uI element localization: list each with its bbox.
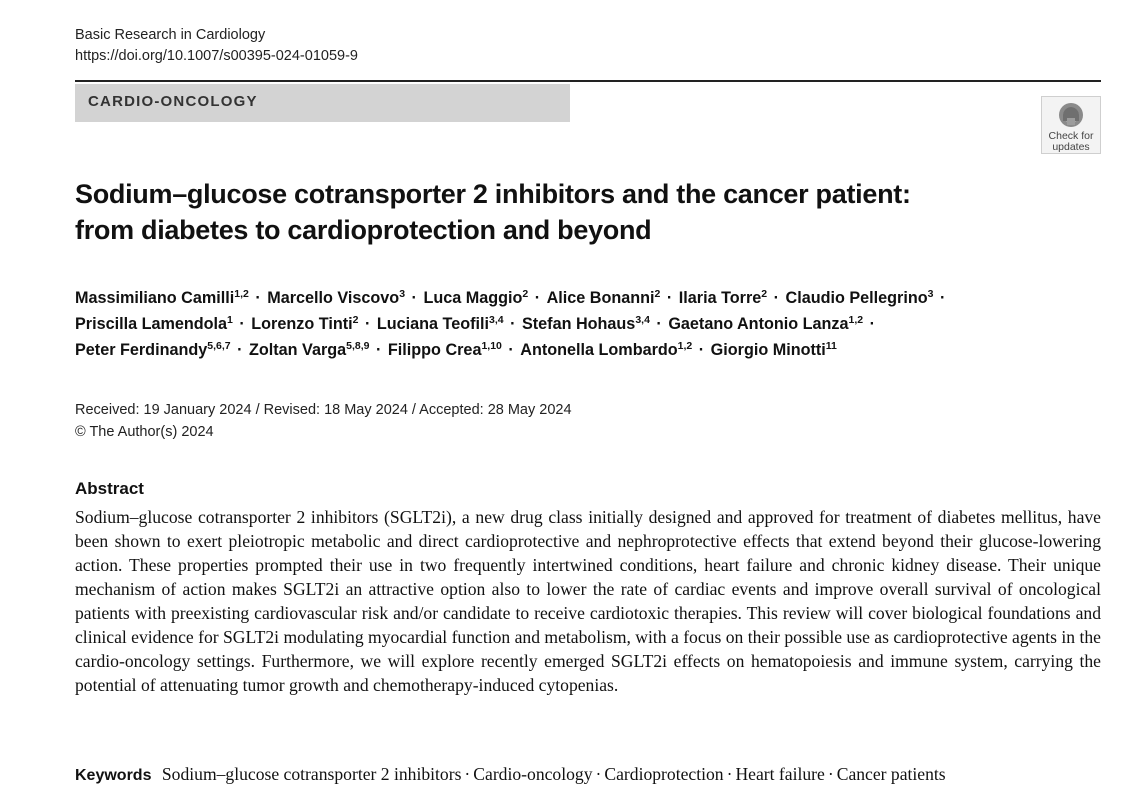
keyword-separator: · <box>464 764 471 784</box>
author-affiliation: 3,4 <box>488 314 504 326</box>
author-name[interactable]: Stefan Hohaus$^{3,4}$ <box>521 314 650 333</box>
copyright-line: © The Author(s) 2024 <box>75 424 214 440</box>
journal-header <box>75 25 358 67</box>
section-label: CARDIO-ONCOLOGY <box>75 84 570 122</box>
author-affiliation: 3 <box>399 288 406 300</box>
author-name[interactable]: Giorgio Minotti$^{11}$ <box>710 340 837 359</box>
author-separator: · <box>662 289 677 307</box>
abstract-heading: Abstract <box>75 479 144 498</box>
author-separator: · <box>694 341 709 359</box>
author-affiliation: 3 <box>927 288 934 300</box>
author-name[interactable]: Luca Maggio$^2$ <box>423 288 529 307</box>
author-affiliation: 1,2 <box>234 288 249 300</box>
author-separator: · <box>530 289 545 307</box>
author-affiliation: 2 <box>522 288 529 300</box>
author-separator: · <box>407 289 422 307</box>
author-separator: · <box>360 315 375 333</box>
author-name[interactable]: Luciana Teofili$^{3,4}$ <box>376 314 504 333</box>
author-name[interactable]: Lorenzo Tinti$^2$ <box>251 314 359 333</box>
keyword-separator: · <box>827 764 834 784</box>
keyword: Cardio-oncology <box>473 764 593 784</box>
author-affiliation: 3,4 <box>635 314 650 326</box>
keyword: Sodium–glucose cotransporter 2 inhibitors <box>161 764 462 784</box>
author-name[interactable]: Antonella Lombardo$^{1,2}$ <box>520 340 693 359</box>
author-affiliation: 2 <box>352 314 359 326</box>
author-affiliation: 1,2 <box>677 340 693 352</box>
author-name[interactable]: Ilaria Torre$^2$ <box>678 288 768 307</box>
keyword: Cancer patients <box>836 764 946 784</box>
keywords-label: Keywords <box>75 767 152 784</box>
keyword-separator: · <box>726 764 733 784</box>
title-line-2: from diabetes to cardioprotection and beyond <box>75 215 652 245</box>
author-name[interactable]: Massimiliano Camilli$^{1,2}$ <box>75 288 249 307</box>
check-for-updates-icon <box>1057 101 1085 129</box>
author-name[interactable]: Claudio Pellegrino$^3$ <box>785 288 934 307</box>
author-separator: · <box>651 315 667 333</box>
author-name[interactable]: Marcello Viscovo$^3$ <box>267 288 406 307</box>
author-list <box>75 285 1105 363</box>
author-affiliation: 2 <box>654 288 661 300</box>
header-rule <box>75 80 1101 82</box>
author-separator: · <box>250 289 266 307</box>
author-separator: · <box>865 315 875 333</box>
journal-name: Basic Research in Cardiology <box>75 27 266 43</box>
author-affiliation: 1,10 <box>481 340 502 352</box>
author-separator: · <box>505 315 520 333</box>
author-separator: · <box>234 315 250 333</box>
author-affiliation: 1,2 <box>848 314 864 326</box>
author-separator: · <box>371 341 386 359</box>
keyword: Heart failure <box>735 764 825 784</box>
title-line-1: Sodium–glucose cotransporter 2 inhibitors and the cancer patient: <box>75 179 911 209</box>
history-dates: Received: 19 January 2024 / Revised: 18 May 2024 / Accepted: 28 May 2024 <box>75 402 572 418</box>
author-affiliation: 1 <box>227 314 233 326</box>
doi-link[interactable]: https://doi.org/10.1007/s00395-024-01059-9 <box>75 48 358 64</box>
author-name[interactable]: Zoltan Varga$^{5,8,9}$ <box>249 340 370 359</box>
author-separator: · <box>232 341 247 359</box>
check-for-updates-line1: Check for <box>1048 130 1094 142</box>
author-affiliation: 5,8,9 <box>346 340 370 352</box>
author-name[interactable]: Priscilla Lamendola$^1$ <box>75 314 233 333</box>
abstract-body: Sodium–glucose cotransporter 2 inhibitors (SGLT2i), a new drug class initially designed and approved for treatment of diabetes mellitus, have been shown to exert pleiotropic metabolic and direct cardioprotective and nephroprotective effects that extend beyond their glucose-lowering action. These properties prompted their use in two frequently intertwined conditions, heart failure and chronic kidney disease. Their unique mechanism of action makes SGLT2i an attractive option also to lower the rate of cardiac events and improve overall survival of oncological patients with preexisting cardiovascular risk and/or candidate to receive cardiotoxic therapies. This review will cover biological foundations and clinical evidence for SGLT2i modulating myocardial function and metabolism, with a focus on their possible use as cardioprotective agents in the cardio-oncology settings. Furthermore, we will explore recently emerged SGLT2i effects on hematopoiesis and immune system, carrying the potential of attenuating tumor growth and chemotherapy-induced cytopenias. <box>75 507 1101 695</box>
author-affiliation: 5,6,7 <box>207 340 231 352</box>
author-separator: · <box>769 289 784 307</box>
author-name[interactable]: Gaetano Antonio Lanza$^{1,2}$ <box>668 314 864 333</box>
author-name[interactable]: Alice Bonanni$^2$ <box>546 288 661 307</box>
author-separator: · <box>503 341 519 359</box>
article-title <box>75 176 1075 248</box>
author-affiliation: 2 <box>761 288 768 300</box>
author-separator: · <box>935 289 946 307</box>
author-name[interactable]: Peter Ferdinandy$^{5,6,7}$ <box>75 340 231 359</box>
keyword: Cardioprotection <box>604 764 724 784</box>
author-name[interactable]: Filippo Crea$^{1,10}$ <box>387 340 502 359</box>
author-affiliation: 11 <box>825 340 837 352</box>
keyword-separator: · <box>595 764 602 784</box>
check-for-updates-line2: updates <box>1052 141 1090 153</box>
check-for-updates-badge[interactable] <box>1041 96 1101 154</box>
keywords-line <box>75 764 1105 785</box>
article-dates <box>75 399 572 443</box>
